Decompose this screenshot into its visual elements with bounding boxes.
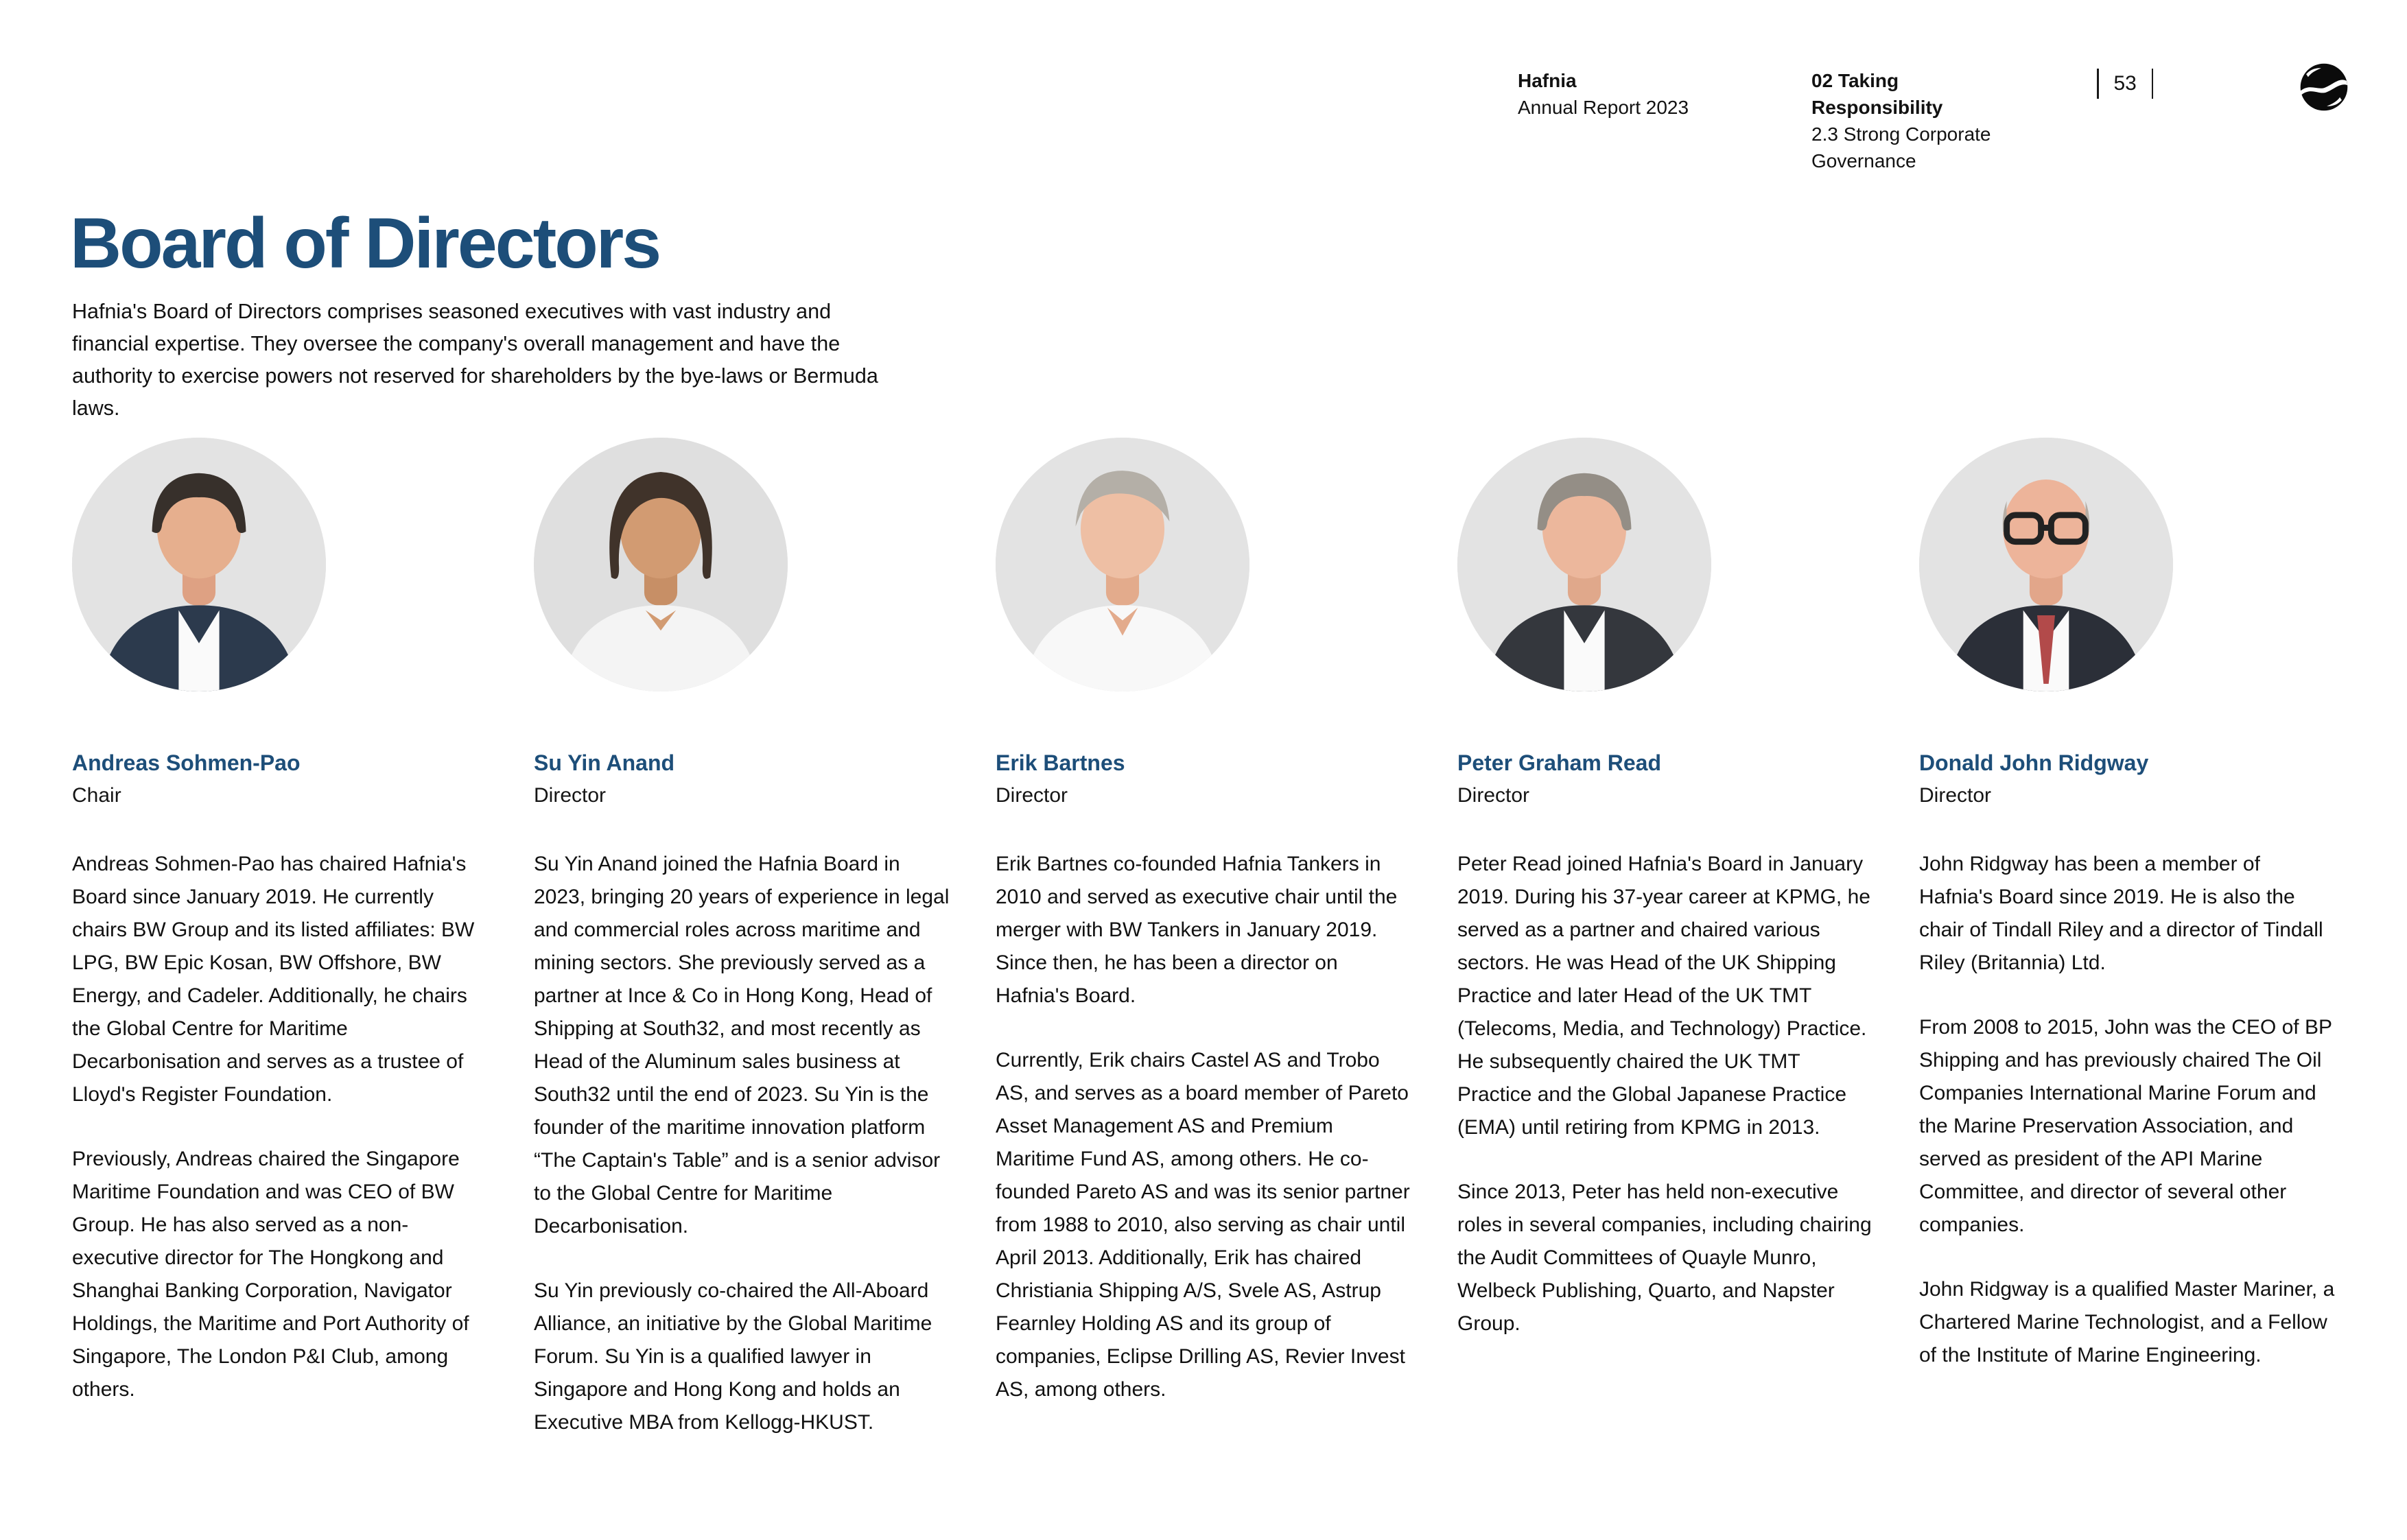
bio-paragraph: John Ridgway is a qualified Master Mariner, a Chartered Marine Technologist, and a Fellow of the Institute of Marine Engineering. <box>1919 1278 2335 1366</box>
page-number-right-bar <box>2152 69 2154 99</box>
report-header-brand <box>1518 67 1689 121</box>
director-card <box>1919 438 2339 1471</box>
avatar-silhouette <box>1457 438 1711 691</box>
director-bio <box>1457 848 1877 1340</box>
bio-paragraph: Andreas Sohmen-Pao has chaired Hafnia's Board since January 2019. He currently chairs BW Group and its listed affiliates: BW LPG, BW Epic Kosan, BW Offshore, BW Energy, and Cadeler. Additionally, he chairs the Global Centre for Maritime Decarbonisation and serves as a trustee of Lloyd's Register Foundation. <box>72 853 475 1106</box>
director-role: Chair <box>72 784 121 807</box>
director-role: Director <box>1457 784 1530 807</box>
report-title: Annual Report 2023 <box>1518 97 1689 118</box>
director-name: Peter Graham Read <box>1457 750 1662 775</box>
director-card <box>534 438 954 1471</box>
bio-paragraph: Erik Bartnes co-founded Hafnia Tankers in 2010 and served as executive chair until the merger with BW Tankers in January 2019. Since then, he has been a director on Hafnia's Board. <box>996 853 1398 1007</box>
director-card <box>72 438 492 1471</box>
page-number-left-bar <box>2097 69 2099 99</box>
director-photo <box>1457 438 1711 691</box>
director-card <box>1457 438 1877 1471</box>
section-label: 02 Taking Responsibility <box>1811 70 1943 118</box>
director-photo <box>72 438 326 691</box>
director-photo <box>534 438 788 691</box>
page-title: Board of Directors <box>70 203 660 283</box>
director-bio <box>534 848 954 1439</box>
director-photo <box>996 438 1249 691</box>
intro-paragraph: Hafnia's Board of Directors comprises seasoned executives with vast industry and financial expertise. They oversee the company's overall management and have the authority to exercise powers not reserved for shareholders by the bye-laws or Bermuda laws. <box>72 299 878 420</box>
director-bio <box>1919 848 2339 1372</box>
subsection-label: 2.3 Strong Corporate Governance <box>1811 123 1991 171</box>
director-name: Su Yin Anand <box>534 750 675 775</box>
director-name: Erik Bartnes <box>996 750 1125 775</box>
bio-paragraph: Since 2013, Peter has held non-executive roles in several companies, including chairing the Audit Committees of Quayle Munro, Welbeck Publishing, Quarto, and Napster Group. <box>1457 1181 1872 1335</box>
avatar-silhouette <box>534 438 788 691</box>
bio-paragraph: Currently, Erik chairs Castel AS and Trobo AS, and serves as a board member of Pareto Asset Management AS and Premium Maritime Fund AS, among others. He co-founded Pareto AS and was its senior partner from 1988 to 2010, also serving as chair until April 2013. Additionally, Erik has chaired Christiania Shipping A/S, Svele AS, Astrup Fearnley Holding AS and its group of companies, Eclipse Drilling AS, Revier Invest AS, among others. <box>996 1049 1410 1401</box>
director-role: Director <box>996 784 1068 807</box>
director-role: Director <box>534 784 607 807</box>
director-role: Director <box>1919 784 1992 807</box>
director-bio <box>996 848 1416 1406</box>
director-photo <box>1919 438 2173 691</box>
director-card <box>996 438 1416 1471</box>
avatar-silhouette <box>72 438 326 691</box>
bio-paragraph: From 2008 to 2015, John was the CEO of BP Shipping and has previously chaired The Oil Companies International Marine Forum and the Marine Preservation Association, and served as president of the API Marine Committee, and director of several other companies. <box>1919 1016 2332 1236</box>
brand-name: Hafnia <box>1518 70 1577 91</box>
director-name: Donald John Ridgway <box>1919 750 2149 775</box>
bio-paragraph: John Ridgway has been a member of Hafnia's Board since 2019. He is also the chair of Tindall Riley and a director of Tindall Riley (Britannia) Ltd. <box>1919 853 2323 974</box>
report-header-section <box>1811 67 2024 174</box>
bio-paragraph: Peter Read joined Hafnia's Board in January 2019. During his 37-year career at KPMG, he served as a partner and chaired various sectors. He was Head of the UK Shipping Practice and later Head of the UK TMT (Telecoms, Media, and Technology) Practice. He subsequently chaired the UK TMT Practice and the Global Japanese Practice (EMA) until retiring from KPMG in 2013. <box>1457 853 1870 1139</box>
hafnia-logo-icon <box>2300 63 2348 112</box>
avatar-silhouette <box>996 438 1249 691</box>
director-name: Andreas Sohmen-Pao <box>72 750 301 775</box>
avatar-silhouette <box>1919 438 2173 691</box>
page-number <box>2097 67 2153 100</box>
bio-paragraph: Su Yin Anand joined the Hafnia Board in 2023, bringing 20 years of experience in legal and commercial roles across maritime and mining sectors. She previously served as a partner at Ince & Co in Hong Kong, Head of Shipping at South32, and most recently as Head of the Aluminum sales business at South32 until the end of 2023. Su Yin is the founder of the maritime innovation platform “The Captain's Table” and is a senior advisor to the Global Centre for Maritime Decarbonisation. <box>534 853 950 1237</box>
directors-grid <box>72 438 2339 1471</box>
bio-paragraph: Su Yin previously co-chaired the All-Aboard Alliance, an initiative by the Global Maritime Forum. Su Yin is a qualified lawyer in Singapore and Hong Kong and holds an Executive MBA from Kellogg-HKUST. <box>534 1279 932 1434</box>
director-bio <box>72 848 492 1406</box>
bio-paragraph: Previously, Andreas chaired the Singapore Maritime Foundation and was CEO of BW Group. He has also served as a non-executive director for The Hongkong and Shanghai Banking Corporation, Navigator Holdings, the Maritime and Port Authority of Singapore, The London P&I Club, among others. <box>72 1148 469 1401</box>
page-number-value: 53 <box>2113 72 2137 95</box>
